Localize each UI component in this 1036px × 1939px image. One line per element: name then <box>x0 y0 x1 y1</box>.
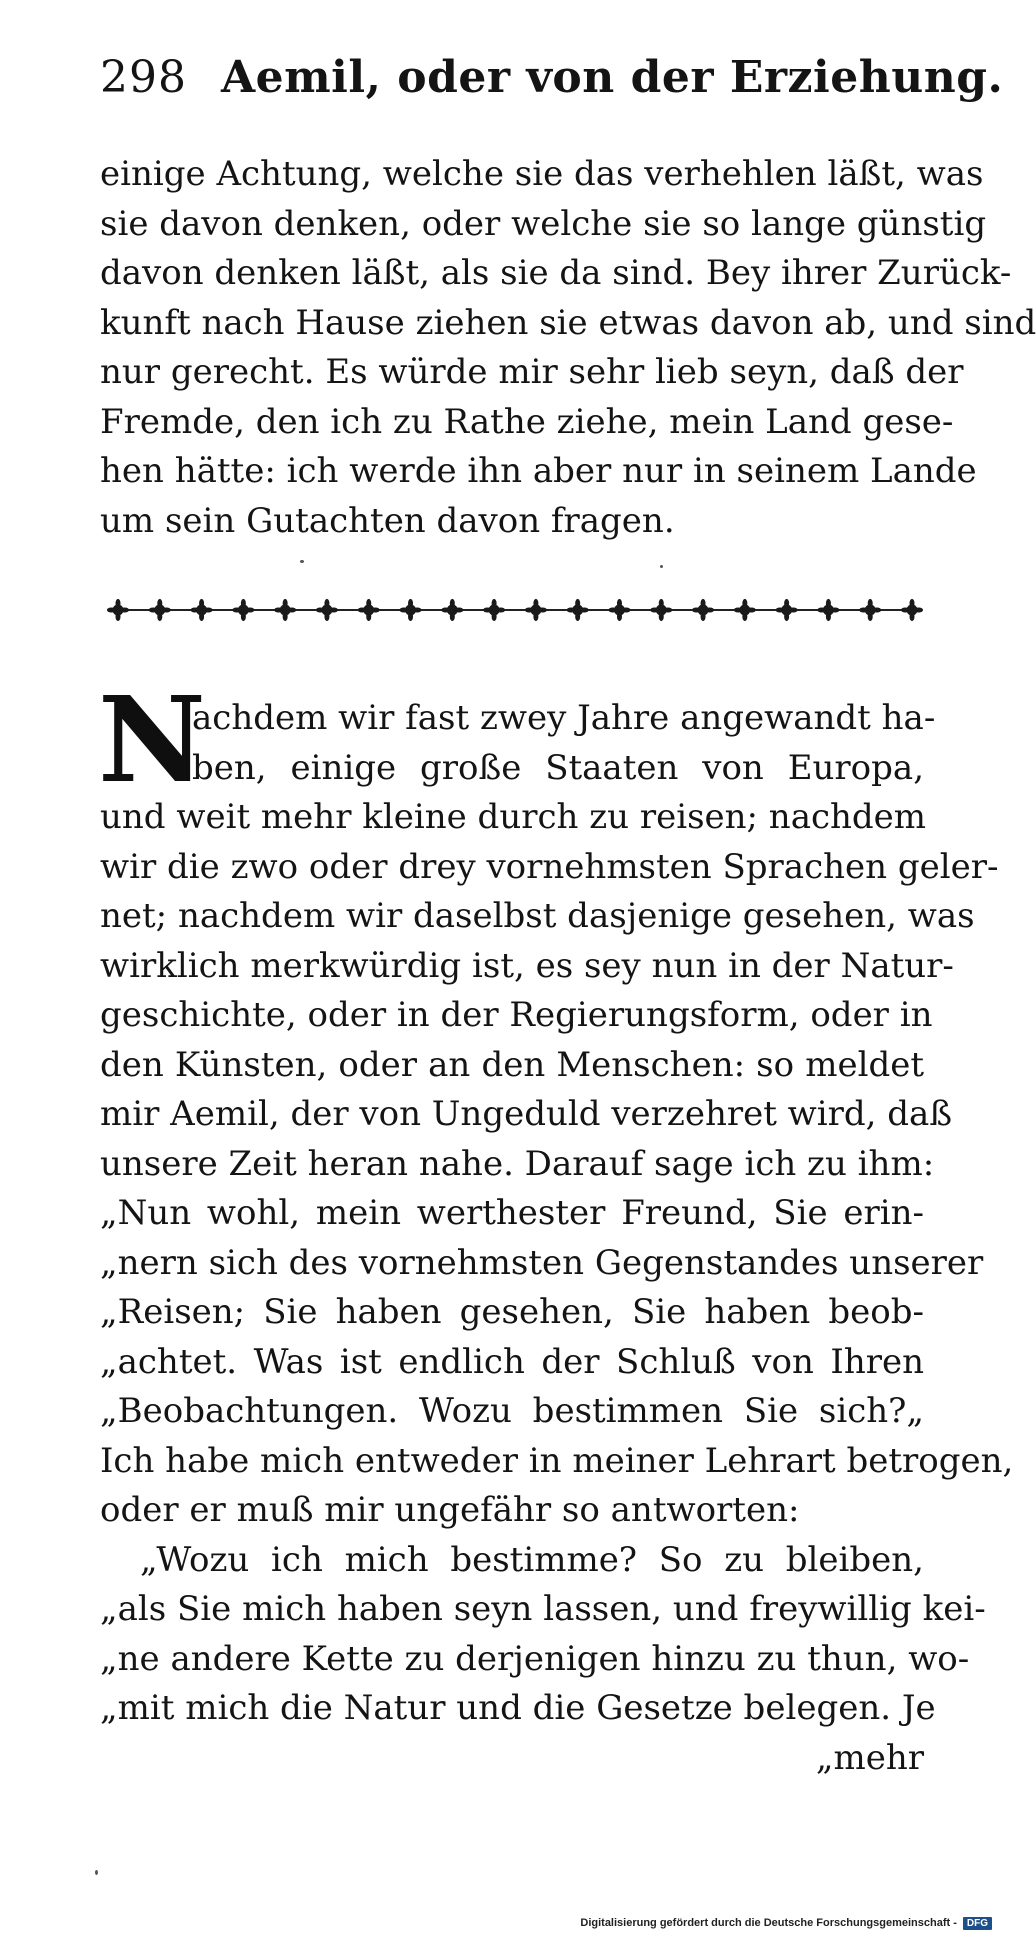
text-line: einige Achtung, welche sie das verhehlen läßt, was <box>100 154 984 194</box>
ornament-flower-icon <box>734 599 755 620</box>
ornament-flower-icon <box>442 599 463 620</box>
text-line: Fremde, den ich zu Rathe ziehe, mein Land gese- <box>100 401 954 442</box>
ornament-flower-icon <box>609 599 630 620</box>
running-head <box>100 52 1004 112</box>
text-line: den Künsten, oder an den Menschen: so meldet <box>100 1044 924 1085</box>
text-line: um sein Gutachten davon fragen. <box>100 500 675 541</box>
ornament-flower-icon <box>191 599 212 620</box>
text-line: „ne andere Kette zu derjenigen hinzu zu thun, wo- <box>100 1638 970 1679</box>
text-line: kunft nach Hause ziehen sie etwas davon ab, und sind <box>100 302 1036 343</box>
drop-cap-initial: N <box>98 670 206 809</box>
text-line: „Nun wohl, mein werthester Freund, Sie erin- <box>100 1193 924 1233</box>
ornament-flower-icon <box>484 599 505 620</box>
ornament-flower-icon <box>275 599 296 620</box>
text-line: Ich habe mich entweder in meiner Lehrart betrogen, <box>100 1440 1014 1481</box>
ornament-flower-icon <box>651 599 672 620</box>
catchword: „mehr <box>815 1737 924 1778</box>
ornament-flower-icon <box>316 599 337 620</box>
text-line: hen hätte: ich werde ihn aber nur in seinem Lande <box>100 451 977 491</box>
ornament-flower-icon <box>860 599 881 620</box>
ornament-flower-icon <box>567 599 588 620</box>
paragraph-1 <box>100 150 1036 546</box>
text-line: und weit mehr kleine durch zu reisen; nachdem <box>100 797 927 837</box>
ornament-flower-icon <box>149 599 170 620</box>
text-line: net; nachdem wir daselbst dasjenige gesehen, was <box>100 896 975 936</box>
ornament-flower-icon <box>818 599 839 620</box>
floral-ornament-icon <box>100 588 930 632</box>
text-line: „Reisen; Sie haben gesehen, Sie haben beob- <box>100 1292 924 1332</box>
text-line: ben, einige große Staaten von Europa, <box>192 747 924 788</box>
text-line: mir Aemil, der von Ungeduld verzehret wird, daß <box>100 1094 953 1134</box>
scan-speck <box>95 1870 98 1875</box>
text-line: sie davon denken, oder welche sie so lange günstig <box>100 203 987 244</box>
text-line: „achtet. Was ist endlich der Schluß von Ihren <box>100 1341 924 1382</box>
ornament-flower-icon <box>400 599 421 620</box>
ornament-flower-icon <box>776 599 797 620</box>
footer-credit: Digitalisierung gefördert durch die Deutsche Forschungsgemeinschaft - <box>580 1917 957 1929</box>
text-line: oder er muß mir ungefähr so antworten: <box>100 1490 800 1530</box>
text-line: geschichte, oder in der Regierungsform, oder in <box>100 995 933 1035</box>
ornament-flower-icon <box>233 599 254 620</box>
text-line: „mit mich die Natur und die Gesetze belegen. Je <box>100 1688 936 1728</box>
ornament-flower-icon <box>692 599 713 620</box>
dfg-logo-icon: DFG <box>963 1917 992 1930</box>
scan-speck <box>300 560 304 563</box>
running-title: Aemil, oder von der Erziehung. <box>220 52 1004 103</box>
ornament-flower-icon <box>525 599 546 620</box>
text-line: „Wozu ich mich bestimme? So zu bleiben, <box>140 1539 924 1580</box>
ornament-flower-icon <box>358 599 379 620</box>
ornament-flower-icon <box>107 599 128 620</box>
digitization-footer <box>580 1913 992 1933</box>
text-line: „Beobachtungen. Wozu bestimmen Sie sich?„ <box>100 1391 924 1431</box>
ornament-flower-icon <box>901 599 922 620</box>
text-line: achdem wir fast zwey Jahre angewandt ha- <box>192 698 936 738</box>
scan-speck <box>660 565 663 568</box>
text-line: davon denken läßt, als sie da sind. Bey ihrer Zurück- <box>100 253 1012 293</box>
text-line: nur gerecht. Es würde mir sehr lieb seyn, daß der <box>100 352 964 392</box>
text-line: „als Sie mich haben seyn lassen, und freywillig kei- <box>100 1589 986 1629</box>
text-line: wir die zwo oder drey vornehmsten Sprachen geler- <box>100 846 999 887</box>
page-number: 298 <box>100 52 187 103</box>
paragraph-2 <box>100 694 1014 1783</box>
text-line: wirklich merkwürdig ist, es sey nun in der Natur- <box>100 945 954 986</box>
text-line: „nern sich des vornehmsten Gegenstandes unserer <box>100 1242 984 1283</box>
text-line: unsere Zeit heran nahe. Darauf sage ich zu ihm: <box>100 1143 935 1184</box>
